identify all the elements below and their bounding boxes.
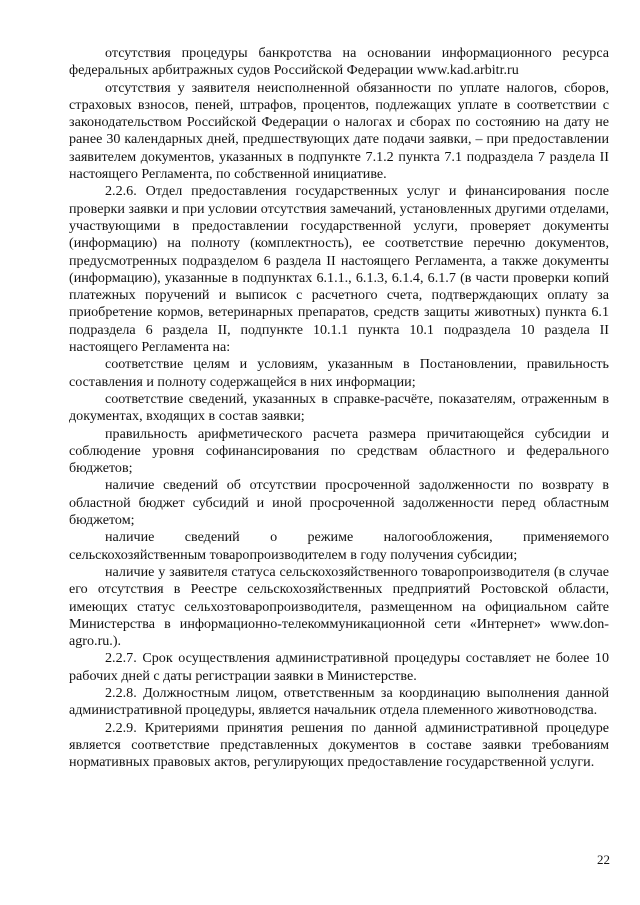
page-number: 22: [597, 852, 610, 867]
paragraph-producer-status: наличие у заявителя статуса сельскохозяйственного товаропроизводителя (в случае его отсутствия в Реестре сельскохозяйственных предприятий Ростовской области, имеющих статус сельхозтоваропроизводителя, размещенном на официальном сайте Министерства в информационно-телекоммуникационной сети «Интернет» www.don-agro.ru.).: [69, 563, 609, 650]
paragraph-2-2-8: 2.2.8. Должностным лицом, ответственным за координацию выполнения данной административной процедуры, является начальник отдела племенного животноводства.: [69, 684, 609, 719]
paragraph-2-2-7: 2.2.7. Срок осуществления административной процедуры составляет не более 10 рабочих дней с даты регистрации заявки в Министерстве.: [69, 650, 609, 684]
paragraph-bankruptcy: отсутствия процедуры банкротства на основании информационного ресурса федеральных арбитражных судов Российской Федерации www.kad.arbitr.ru: [69, 45, 609, 79]
paragraph-conformity-goals: соответствие целям и условиям, указанным в Постановлении, правильность составления и полноту содержащейся в них информации;: [69, 356, 609, 390]
paragraph-debt: наличие сведений об отсутствии просроченной задолженности по возврату в областной бюджет субсидий и иной просроченной задолженности перед областным бюджетом;: [69, 477, 609, 529]
document-body: [69, 45, 609, 771]
paragraph-2-2-9: 2.2.9. Критериями принятия решения по данной административной процедуре является соответствие представленных документов в составе заявки требованиям нормативных правовых актов, регулирующих предоставление государственной услуги.: [69, 719, 609, 771]
paragraph-conformity-data: соответствие сведений, указанных в справке-расчёте, показателям, отраженным в документах, входящих в состав заявки;: [69, 390, 609, 425]
paragraph-2-2-6: 2.2.6. Отдел предоставления государственных услуг и финансирования после проверки заявки и при условии отсутствия замечаний, установленных другими отделами, участвующими в предоставлении государственной услуги, проверяет документы (информацию) на полноту (комплектность), ее соответствие перечню документов, предусмотренных подразделом 6 раздела II настоящего Регламента, а также документы (информацию), указанные в подпунктах 6.1.1., 6.1.3, 6.1.4, 6.1.7 (в части проверки копий платежных поручений и выписок с расчетного счета, подтверждающих оплату за приобретение кормов, ветеринарных препаратов, средств защиты животных) пункта 6.1 подраздела 6 раздела II, подпункте 10.1.1 пункта 10.1 подраздела 10 раздела II настоящего Регламента на:: [69, 183, 609, 356]
paragraph-arithmetic: правильность арифметического расчета размера причитающейся субсидии и соблюдение уровня софинансирования по средствам областного и федерального бюджетов;: [69, 425, 609, 477]
paragraph-tax-regime: наличие сведений о режиме налогообложения, применяемого сельскохозяйственным товаропроизводителем в году получения субсидии;: [69, 529, 609, 563]
paragraph-tax-obligations: отсутствия у заявителя неисполненной обязанности по уплате налогов, сборов, страховых взносов, пеней, штрафов, процентов, подлежащих уплате в соответствии с законодательством Российской Федерации о налогах и сборах по состоянию на дату не ранее 30 календарных дней, предшествующих дате подачи заявки, – при предоставлении заявителем документов, указанных в подпункте 7.1.2 пункта 7.1 подраздела 7 раздела II настоящего Регламента, по собственной инициативе.: [69, 79, 609, 183]
